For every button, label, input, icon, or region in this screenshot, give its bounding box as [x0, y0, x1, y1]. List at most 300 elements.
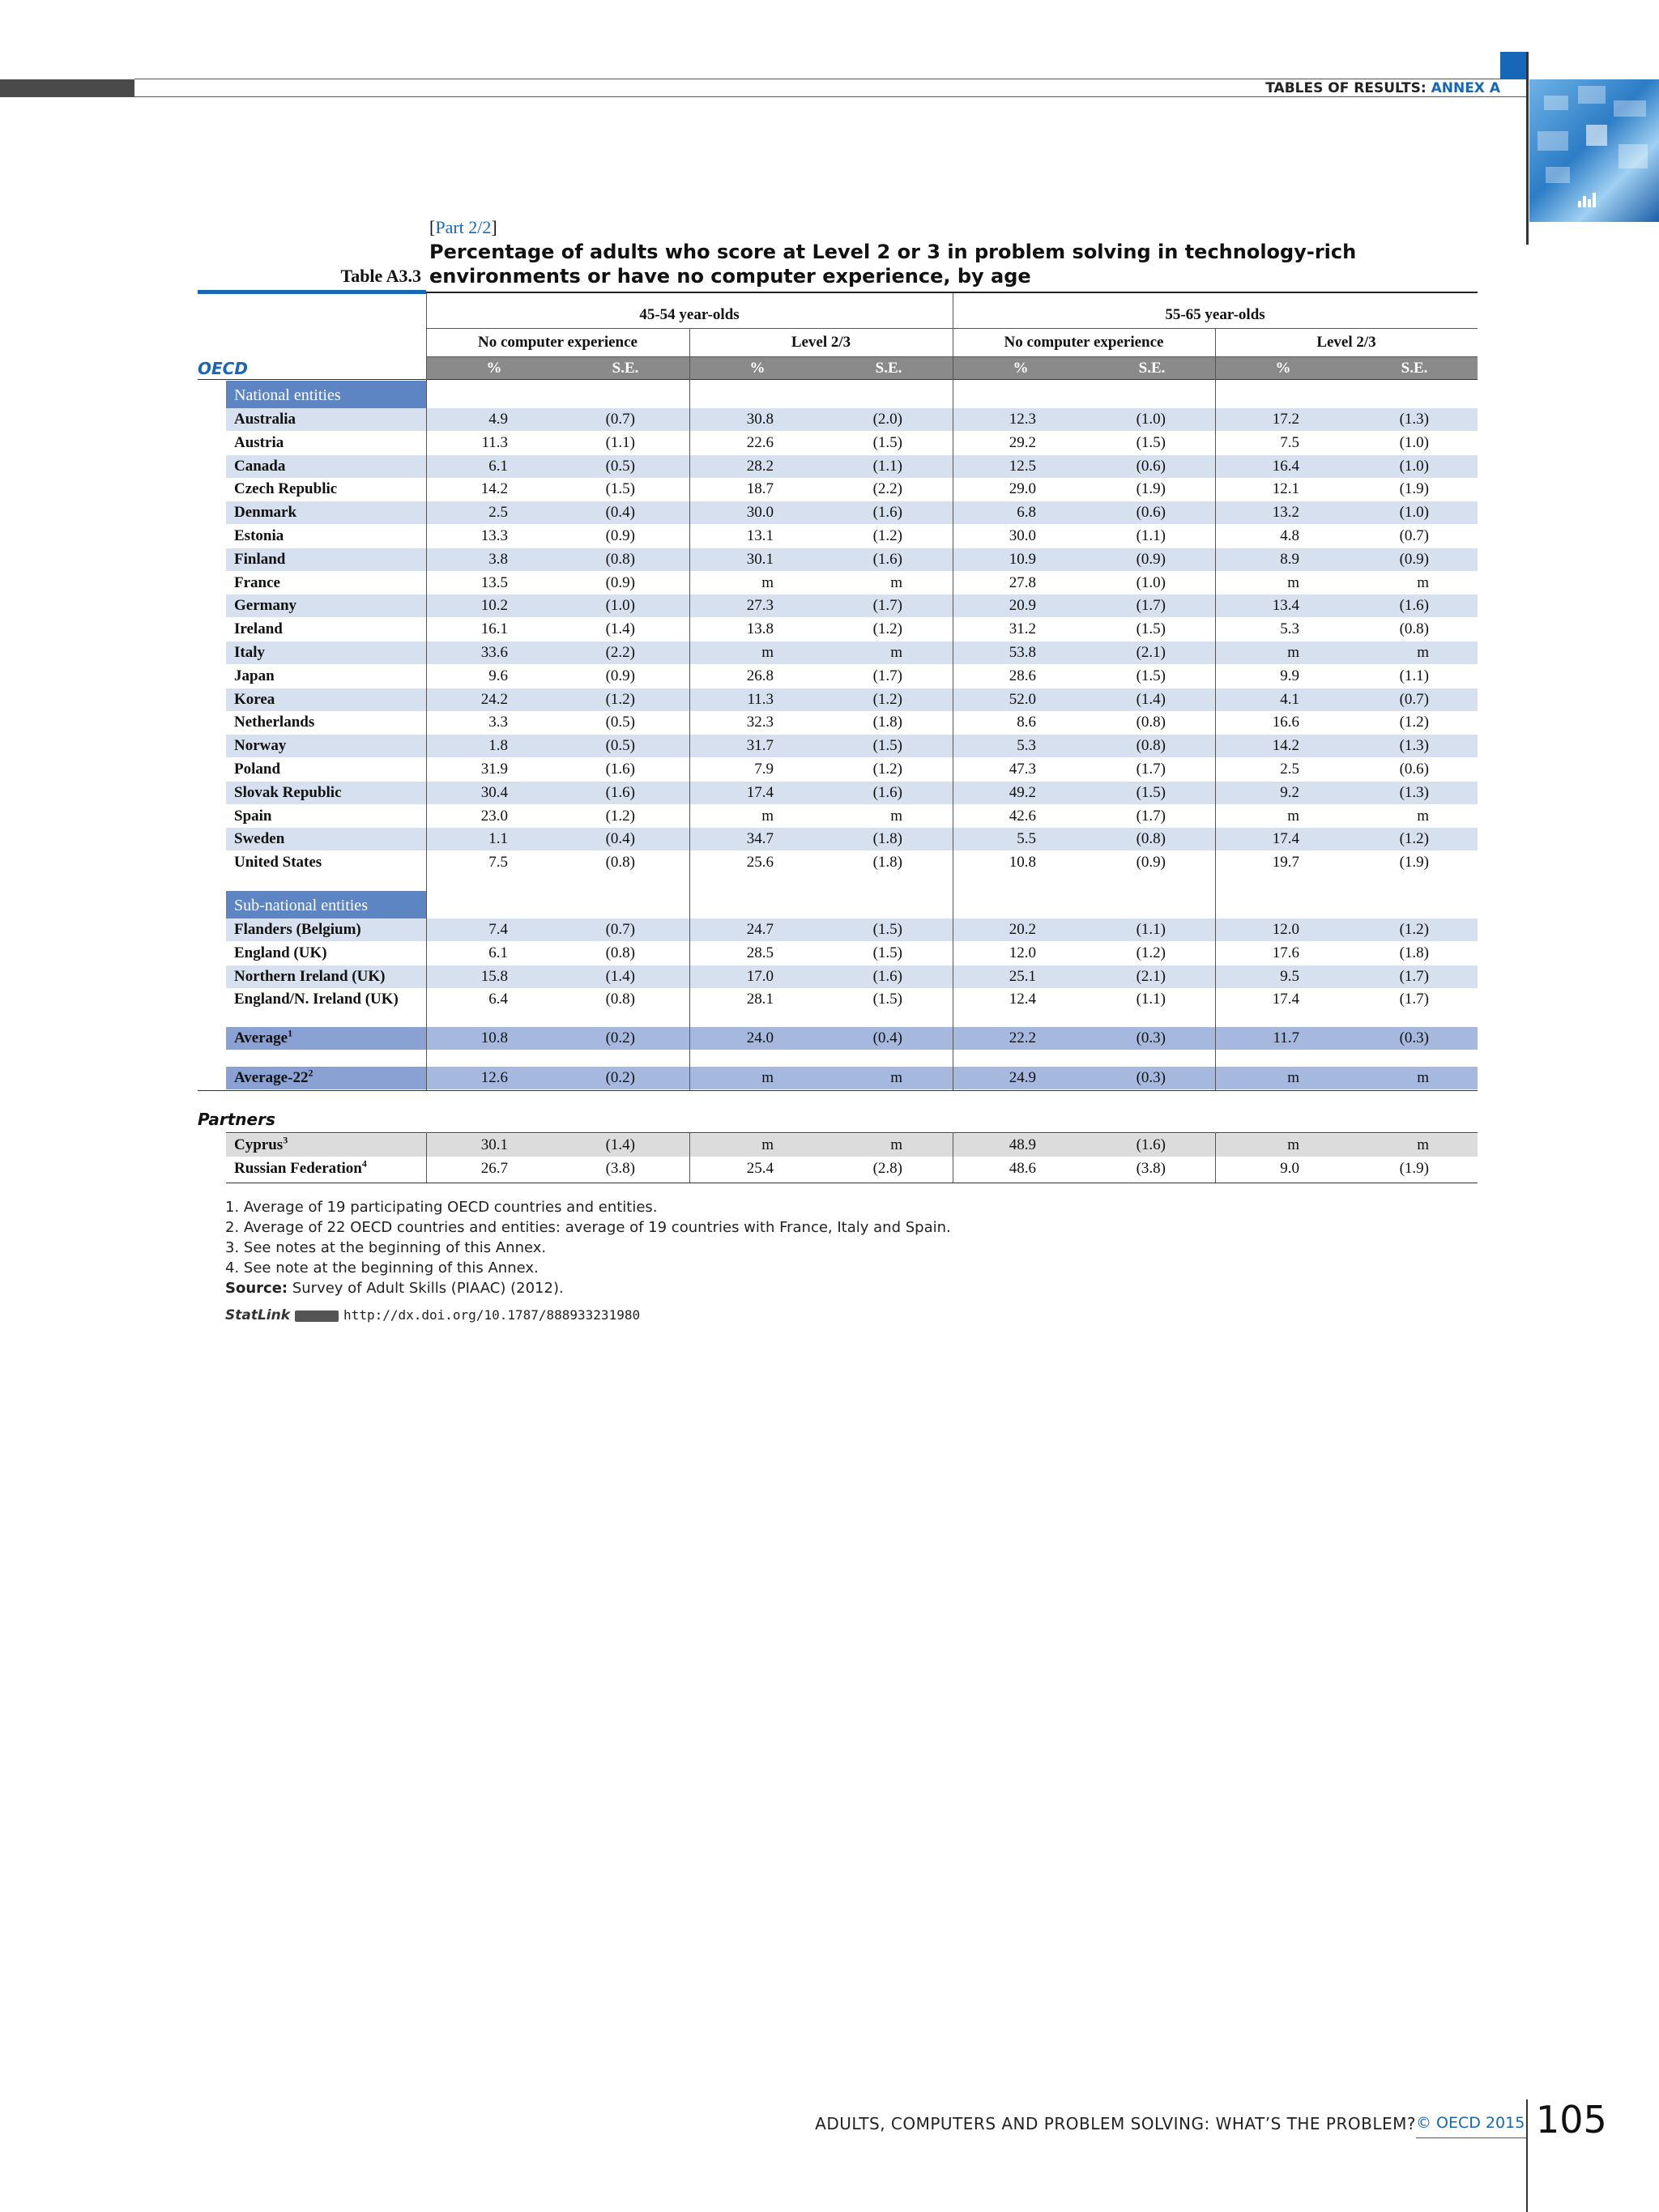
table-cell: (0.8) [1399, 620, 1429, 637]
footer-rule [1416, 2137, 1526, 2138]
table-cell: m [1417, 644, 1429, 661]
table-row [226, 828, 1478, 850]
table-cell: (0.7) [1399, 691, 1429, 708]
partners-label: Partners [198, 1110, 275, 1129]
table-row [226, 918, 1478, 941]
column-divider [1215, 329, 1216, 1090]
table-cell: 9.9 [1280, 667, 1299, 684]
table-row [226, 942, 1478, 965]
table-cell: (1.5) [872, 737, 902, 754]
table-row [226, 455, 1478, 478]
table-cell: m [1287, 1136, 1299, 1153]
table-cell: (0.6) [1136, 504, 1166, 521]
row-label: Austria [234, 434, 284, 451]
row-label: Average$^1$ [234, 1027, 293, 1046]
table-cell: (0.5) [605, 714, 635, 731]
table-cell: 13.1 [746, 527, 774, 544]
table-cell: (1.0) [1136, 411, 1166, 428]
table-cell: m [890, 808, 902, 825]
row-label: Sweden [234, 830, 285, 847]
table-cell: (0.6) [1399, 761, 1429, 778]
table-cell: (1.6) [872, 504, 902, 521]
table-cell: (2.1) [1136, 644, 1166, 661]
table-cell: 25.1 [1009, 968, 1036, 985]
statlink-brand: StatLink [225, 1307, 291, 1323]
table-cell: (1.4) [605, 620, 635, 637]
table-cell: 29.2 [1009, 434, 1036, 451]
table-row [226, 641, 1478, 664]
table-cell: 9.0 [1280, 1160, 1299, 1177]
table-cell: m [890, 1136, 902, 1153]
table-cell: 30.1 [746, 551, 774, 568]
table-cell: (1.8) [872, 714, 902, 731]
table-cell: 19.7 [1272, 854, 1299, 871]
row-label: United States [234, 854, 322, 871]
col-group-45-54: 45-54 year-olds [639, 306, 740, 323]
table-cell: 30.8 [746, 411, 774, 428]
table-cell: (1.9) [1399, 854, 1429, 871]
table-cell: (0.9) [1136, 854, 1166, 871]
table-cell: 13.3 [480, 527, 508, 544]
column-divider [689, 1132, 690, 1183]
table-cell: 9.6 [488, 667, 508, 684]
stat-header: % [486, 360, 502, 377]
table-cell: (1.6) [605, 784, 635, 801]
table-row [226, 525, 1478, 548]
source-note: Source: Survey of Adult Skills (PIAAC) (2012). [225, 1280, 564, 1297]
table-cell: (1.2) [605, 808, 635, 825]
table-cell: (0.7) [605, 921, 635, 938]
table-cell: (1.7) [872, 597, 902, 614]
col-group-55-65: 55-65 year-olds [1165, 306, 1265, 323]
table-cell: 4.9 [488, 411, 508, 428]
table-cell: (1.0) [1399, 504, 1429, 521]
table-cell: (1.4) [1136, 691, 1166, 708]
table-cell: 16.6 [1272, 714, 1299, 731]
table-row [226, 572, 1478, 595]
table-cell: m [761, 808, 774, 825]
table-cell: (1.8) [872, 854, 902, 871]
table-row [226, 711, 1478, 734]
table-cell: 24.9 [1009, 1069, 1036, 1086]
table-cell: m [1287, 574, 1299, 591]
table-cell: (1.1) [1399, 667, 1429, 684]
table-cell: 42.6 [1009, 808, 1036, 825]
note-line: 4. See note at the beginning of this Annex. [225, 1259, 539, 1276]
partners-top-rule [226, 1132, 1478, 1133]
table-cell: (1.2) [1136, 944, 1166, 961]
table-cell: 17.4 [1272, 991, 1299, 1008]
table-row [226, 988, 1478, 1011]
table-cell: 49.2 [1009, 784, 1036, 801]
table-row [226, 501, 1478, 524]
table-cell: 9.2 [1280, 784, 1299, 801]
table-cell: 8.6 [1017, 714, 1036, 731]
table-cell: 3.3 [488, 714, 508, 731]
table-cell: 30.0 [746, 504, 774, 521]
table-cell: 12.5 [1009, 458, 1036, 475]
table-cell: (0.7) [1399, 527, 1429, 544]
stat-header-band [426, 357, 1478, 380]
table-cell: 1.8 [488, 737, 508, 754]
stat-header: % [1013, 360, 1029, 377]
row-label: Japan [234, 667, 275, 684]
table-cell: (1.7) [1399, 991, 1429, 1008]
table-cell: m [890, 1069, 902, 1086]
table-cell: (1.6) [1136, 1136, 1166, 1153]
table-cell: (1.8) [1399, 944, 1429, 961]
table-row [226, 735, 1478, 757]
bar-chart-icon [1578, 191, 1599, 207]
footer-vertical-rule [1526, 2099, 1528, 2212]
table-cell: (1.0) [1399, 458, 1429, 475]
table-cell: (1.2) [1399, 921, 1429, 938]
table-cell: (0.9) [605, 574, 635, 591]
table-cell: 7.9 [754, 761, 774, 778]
table-cell: (1.4) [605, 968, 635, 985]
table-cell: (1.1) [1136, 991, 1166, 1008]
note-line: 2. Average of 22 OECD countries and entities: average of 19 countries with France, Italy and Spain. [225, 1219, 951, 1236]
table-cell: (1.7) [872, 667, 902, 684]
table-cell: (0.8) [605, 551, 635, 568]
table-cell: (3.8) [605, 1160, 635, 1177]
table-row [226, 548, 1478, 571]
table-cell: m [761, 1069, 774, 1086]
table-cell: 10.2 [480, 597, 508, 614]
table-row [226, 1134, 1478, 1157]
table-row [226, 478, 1478, 501]
table-cell: (1.3) [1399, 411, 1429, 428]
table-cell: (1.0) [1399, 434, 1429, 451]
table-cell: (1.0) [1136, 574, 1166, 591]
table-row [226, 595, 1478, 617]
table-cell: 16.1 [480, 620, 508, 637]
table-cell: 27.3 [746, 597, 774, 614]
running-header: TABLES OF RESULTS: ANNEX A [1265, 80, 1500, 96]
row-label: Russian Federation$^4$ [234, 1157, 367, 1177]
table-cell: (1.2) [1399, 714, 1429, 731]
table-cell: (1.5) [1136, 434, 1166, 451]
table-cell: 32.3 [746, 714, 774, 731]
table-cell: 48.6 [1009, 1160, 1036, 1177]
table-cell: 6.8 [1017, 504, 1036, 521]
table-row [226, 618, 1478, 641]
table-cell: m [1417, 574, 1429, 591]
table-cell: (1.2) [1399, 830, 1429, 847]
table-cell: (0.4) [872, 1029, 902, 1046]
table-cell: 53.8 [1009, 644, 1036, 661]
table-cell: (1.9) [1136, 480, 1166, 497]
table-cell: (0.3) [1136, 1029, 1166, 1046]
table-cell: m [890, 644, 902, 661]
stat-header: S.E. [1138, 360, 1166, 377]
table-cell: 31.2 [1009, 620, 1036, 637]
oecd-label: OECD [198, 359, 248, 378]
row-label: Korea [234, 691, 275, 708]
table-cell: 26.8 [746, 667, 774, 684]
table-cell: 22.6 [746, 434, 774, 451]
table-cell: 26.7 [480, 1160, 508, 1177]
table-cell: (0.9) [1136, 551, 1166, 568]
table-cell: m [1287, 808, 1299, 825]
table-cell: (1.5) [1136, 620, 1166, 637]
col-sub-level23-45: Level 2/3 [791, 334, 851, 351]
statlink-url[interactable]: http://dx.doi.org/10.1787/888933231980 [343, 1307, 641, 1323]
table-cell: (1.1) [1136, 527, 1166, 544]
table-row [226, 408, 1478, 431]
table-cell: (0.8) [605, 854, 635, 871]
table-cell: 17.2 [1272, 411, 1299, 428]
table-cell: (1.7) [1136, 597, 1166, 614]
table-cell: 31.7 [746, 737, 774, 754]
table-cell: (1.6) [1399, 597, 1429, 614]
table-cell: (1.9) [1399, 1160, 1429, 1177]
table-cell: m [890, 574, 902, 591]
table-cell: 25.6 [746, 854, 774, 871]
statlink-icon [295, 1311, 339, 1322]
table-id: Table A3.3 [340, 266, 421, 286]
table-cell: 5.3 [1017, 737, 1036, 754]
table-cell: (0.2) [605, 1069, 635, 1086]
table-cell: (2.2) [605, 644, 635, 661]
table-cell: (1.6) [872, 784, 902, 801]
table-cell: 30.4 [480, 784, 508, 801]
row-label: England/N. Ireland (UK) [234, 991, 399, 1008]
table-cell: 1.1 [488, 830, 508, 847]
oecd-rule [198, 379, 1478, 380]
row-label: Australia [234, 411, 296, 428]
table-cell: (1.7) [1399, 968, 1429, 985]
table-cell: 8.9 [1280, 551, 1299, 568]
table-cell: 24.0 [746, 1029, 774, 1046]
table-cell: (1.0) [605, 597, 635, 614]
table-cell: (1.5) [1136, 667, 1166, 684]
table-cell: m [1417, 808, 1429, 825]
header-decorative-image [1529, 79, 1659, 222]
table-cell: (1.6) [872, 551, 902, 568]
table-cell: (0.8) [1136, 830, 1166, 847]
stat-header: % [749, 360, 766, 377]
table-cell: (0.6) [1136, 458, 1166, 475]
table-cell: (1.6) [605, 761, 635, 778]
table-cell: 14.2 [480, 480, 508, 497]
table-cell: (0.8) [605, 944, 635, 961]
footer-copyright: © OECD 2015 [1416, 2114, 1525, 2132]
table-cell: (0.7) [605, 411, 635, 428]
table-cell: 28.5 [746, 944, 774, 961]
table-row [226, 1157, 1478, 1180]
table-cell: (2.8) [872, 1160, 902, 1177]
table-cell: 12.0 [1272, 921, 1299, 938]
table-cell: 11.7 [1273, 1029, 1299, 1046]
table-notes [225, 1197, 951, 1298]
row-label: Canada [234, 458, 286, 475]
table-cell: (1.2) [872, 761, 902, 778]
table-cell: 10.8 [480, 1029, 508, 1046]
table-cell: 4.8 [1280, 527, 1299, 544]
column-divider [426, 293, 427, 1090]
table-cell: 34.7 [746, 830, 774, 847]
section-label: National entities [226, 381, 426, 410]
table-cell: (1.5) [872, 921, 902, 938]
table-cell: (1.1) [605, 434, 635, 451]
table-cell: (0.3) [1136, 1069, 1166, 1086]
table-cell: 22.2 [1009, 1029, 1036, 1046]
section-label: Sub-national entities [226, 891, 426, 920]
table-cell: (0.8) [1136, 714, 1166, 731]
table-cell: (0.3) [1399, 1029, 1429, 1046]
table-cell: (1.2) [605, 691, 635, 708]
table-row [226, 432, 1478, 454]
row-label: Denmark [234, 504, 297, 521]
table-cell: (0.8) [1136, 737, 1166, 754]
row-label: Average-$22^2$ [234, 1067, 313, 1086]
table-cell: 13.8 [746, 620, 774, 637]
table-cell: (1.2) [872, 620, 902, 637]
stat-header: S.E. [612, 360, 639, 377]
table-cell: 10.8 [1009, 854, 1036, 871]
col-sub-no-computer-55: No computer experience [1004, 334, 1164, 351]
table-cell: 13.4 [1272, 597, 1299, 614]
row-label: Norway [234, 737, 287, 754]
table-cell: 15.8 [480, 968, 508, 985]
page-number: 105 [1536, 2098, 1607, 2142]
table-id-rule [198, 290, 426, 294]
table-row [226, 965, 1478, 988]
table-cell: 48.9 [1009, 1136, 1036, 1153]
table-cell: (1.4) [605, 1136, 635, 1153]
table-cell: m [1417, 1136, 1429, 1153]
table-cell: 17.4 [746, 784, 774, 801]
col-sub-level23-55: Level 2/3 [1316, 334, 1376, 351]
table-cell: 2.5 [1280, 761, 1299, 778]
table-cell: (1.6) [872, 968, 902, 985]
table-cell: (0.2) [605, 1029, 635, 1046]
table-cell: 6.1 [488, 458, 508, 475]
row-label: Ireland [234, 620, 283, 637]
table-cell: (1.3) [1399, 784, 1429, 801]
table-cell: (2.1) [1136, 968, 1166, 985]
table-cell: 28.1 [746, 991, 774, 1008]
footer-book-title: ADULTS, COMPUTERS AND PROBLEM SOLVING: WHAT’S THE PROBLEM? [815, 2114, 1416, 2133]
table-cell: (1.9) [1399, 480, 1429, 497]
table-cell: 33.6 [480, 644, 508, 661]
table-cell: 25.4 [746, 1160, 774, 1177]
oecd-bottom-rule [198, 1090, 1478, 1091]
table-cell: 11.3 [481, 434, 508, 451]
row-label: Northern Ireland (UK) [234, 968, 386, 985]
note-line: 3. See notes at the beginning of this Annex. [225, 1239, 547, 1256]
table-cell: (0.9) [605, 527, 635, 544]
table-cell: 12.3 [1009, 411, 1036, 428]
table-cell: 9.5 [1280, 968, 1299, 985]
table-cell: (1.3) [1399, 737, 1429, 754]
table-cell: 30.0 [1009, 527, 1036, 544]
table-cell: 30.1 [480, 1136, 508, 1153]
table-cell: 23.0 [480, 808, 508, 825]
table-cell: (0.5) [605, 458, 635, 475]
table-cell: 12.1 [1272, 480, 1299, 497]
row-label: Czech Republic [234, 480, 338, 497]
column-divider [426, 1132, 427, 1183]
table-cell: (1.5) [872, 991, 902, 1008]
table-title-rule [426, 292, 1478, 293]
table-cell: 28.2 [746, 458, 774, 475]
table-cell: 18.7 [746, 480, 774, 497]
table-cell: 7.5 [1280, 434, 1299, 451]
statlink[interactable] [225, 1307, 640, 1323]
table-row [226, 758, 1478, 781]
table-row [226, 805, 1478, 828]
table-cell: 3.8 [488, 551, 508, 568]
table-cell: 5.3 [1280, 620, 1299, 637]
table-cell: (1.7) [1136, 761, 1166, 778]
table-cell: 12.0 [1009, 944, 1036, 961]
table-cell: m [1287, 644, 1299, 661]
table-cell: (1.1) [872, 458, 902, 475]
table-cell: 28.6 [1009, 667, 1036, 684]
table-cell: (0.5) [605, 737, 635, 754]
table-cell: m [761, 574, 774, 591]
table-cell: 6.1 [488, 944, 508, 961]
table-cell: 24.2 [480, 691, 508, 708]
row-label: Finland [234, 551, 286, 568]
table-cell: 17.4 [1272, 830, 1299, 847]
table-cell: 29.0 [1009, 480, 1036, 497]
table-cell: 2.5 [488, 504, 508, 521]
table-cell: m [761, 644, 774, 661]
table-cell: 13.2 [1272, 504, 1299, 521]
table-row [226, 1027, 1478, 1050]
table-cell: 12.6 [480, 1069, 508, 1086]
row-label: Germany [234, 597, 297, 614]
row-label: England (UK) [234, 944, 327, 961]
table-cell: 17.6 [1272, 944, 1299, 961]
column-divider [1215, 1132, 1216, 1183]
table-cell: (3.8) [1136, 1160, 1166, 1177]
table-cell: (1.2) [872, 691, 902, 708]
column-divider [689, 329, 690, 1090]
header-dark-bar [0, 79, 134, 97]
row-label: Estonia [234, 527, 284, 544]
table-cell: 5.5 [1017, 830, 1036, 847]
table-cell: (2.0) [872, 411, 902, 428]
header-blue-square [1500, 52, 1526, 79]
stat-header: % [1275, 360, 1291, 377]
table-cell: (0.9) [605, 667, 635, 684]
stat-header: S.E. [875, 360, 902, 377]
table-cell: 47.3 [1009, 761, 1036, 778]
table-cell: 27.8 [1009, 574, 1036, 591]
stat-header: S.E. [1401, 360, 1428, 377]
table-cell: 7.4 [488, 921, 508, 938]
table-cell: m [761, 1136, 774, 1153]
table-cell: 12.4 [1009, 991, 1036, 1008]
row-label: Netherlands [234, 714, 315, 731]
row-label: Spain [234, 808, 272, 825]
table-cell: (1.1) [1136, 921, 1166, 938]
table-cell: 17.0 [746, 968, 774, 985]
table-part-label: [Part 2/2] [429, 217, 497, 237]
table-row [226, 1067, 1478, 1089]
row-label: Italy [234, 644, 265, 661]
table-cell: 20.9 [1009, 597, 1036, 614]
col-sub-no-computer-45: No computer experience [478, 334, 638, 351]
note-line: 1. Average of 19 participating OECD countries and entities. [225, 1199, 658, 1216]
table-cell: 20.2 [1009, 921, 1036, 938]
table-cell: 10.9 [1009, 551, 1036, 568]
table-cell: (1.5) [1136, 784, 1166, 801]
